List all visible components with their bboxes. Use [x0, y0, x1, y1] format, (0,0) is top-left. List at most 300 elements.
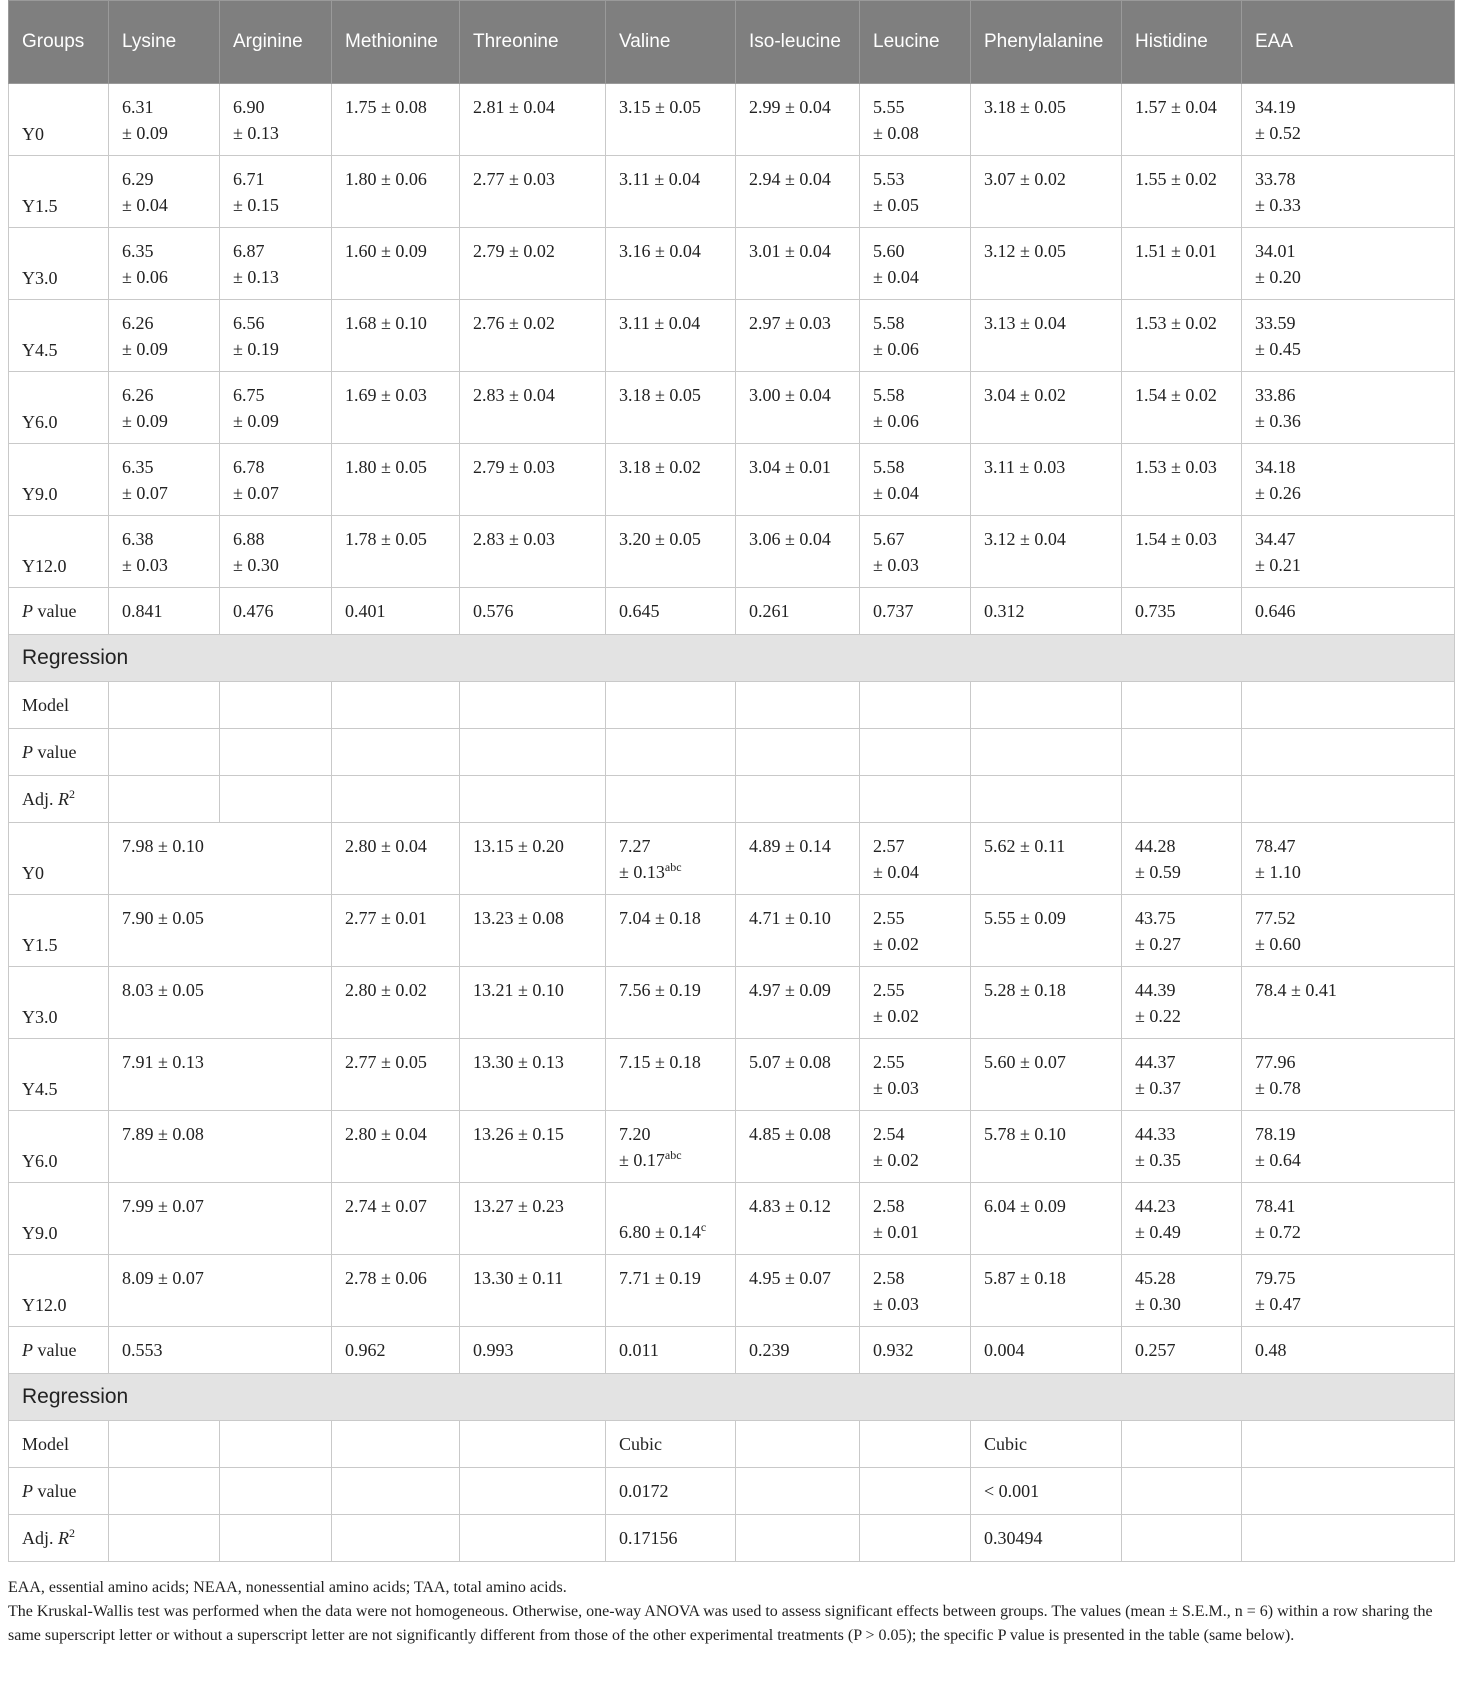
p-italic: P — [22, 742, 33, 762]
sem-text: ± 0.26 — [1255, 483, 1301, 503]
amino-acid-table — [8, 0, 1455, 1562]
value-cell — [736, 895, 860, 967]
regression-value — [860, 1421, 971, 1468]
value-line: 5.87 ± 0.18 — [984, 1268, 1066, 1288]
value-line: 7.15 ± 0.18 — [619, 1052, 701, 1072]
value-line: 3.18 ± 0.05 — [619, 385, 701, 405]
sem-text: ± 0.07 — [233, 483, 279, 503]
regression-value — [606, 729, 736, 776]
value-cell — [332, 300, 460, 372]
group-cell: Y4.5 — [9, 300, 109, 372]
sem-text: ± 0.07 — [122, 483, 168, 503]
value-line — [873, 1147, 957, 1173]
regression-value — [736, 1468, 860, 1515]
p-value-cell: 0.737 — [860, 588, 971, 635]
regression-value — [1242, 1515, 1455, 1562]
value-cell — [971, 84, 1122, 156]
header-arginine: Arginine — [220, 1, 332, 84]
value-cell — [1242, 1255, 1455, 1327]
r-italic: R — [58, 1528, 69, 1548]
value-line — [1255, 1075, 1441, 1101]
value-line: 7.27 — [619, 836, 651, 856]
value-line: 5.07 ± 0.08 — [749, 1052, 831, 1072]
value-line — [1255, 408, 1441, 434]
value-cell — [971, 967, 1122, 1039]
value-cell — [606, 967, 736, 1039]
value-cell — [1242, 84, 1455, 156]
value-cell — [460, 1255, 606, 1327]
value-cell — [109, 1039, 332, 1111]
value-line: 6.35 — [122, 241, 154, 261]
value-line — [1255, 931, 1441, 957]
regression-value — [736, 1421, 860, 1468]
value-line — [873, 1219, 957, 1245]
sem-text: ± 0.02 — [873, 1006, 919, 1026]
sem-text: ± 0.17 — [619, 1150, 665, 1170]
value-line: 34.01 — [1255, 241, 1296, 261]
p-value-label: P value — [9, 1327, 109, 1374]
value-line: 34.18 — [1255, 457, 1296, 477]
value-cell — [1242, 1183, 1455, 1255]
value-cell — [971, 895, 1122, 967]
regression-value — [220, 1468, 332, 1515]
value-line — [1255, 120, 1441, 146]
value-line: 3.06 ± 0.04 — [749, 529, 831, 549]
value-cell — [860, 1039, 971, 1111]
p-value-cell: 0.476 — [220, 588, 332, 635]
value-line: 44.39 — [1135, 980, 1176, 1000]
value-line: 44.33 — [1135, 1124, 1176, 1144]
value-line: 13.27 ± 0.23 — [473, 1196, 564, 1216]
value-cell — [109, 156, 220, 228]
value-cell — [606, 1183, 736, 1255]
value-line: 1.80 ± 0.05 — [345, 457, 427, 477]
value-line: 1.54 ± 0.02 — [1135, 385, 1217, 405]
sem-text: ± 0.60 — [1255, 934, 1301, 954]
group-cell: Y12.0 — [9, 1255, 109, 1327]
value-cell — [1122, 1039, 1242, 1111]
value-line — [1255, 1291, 1441, 1317]
value-line: 7.98 ± 0.10 — [122, 836, 204, 856]
value-line: 34.47 — [1255, 529, 1296, 549]
value-cell — [109, 1255, 332, 1327]
sem-text: ± 0.04 — [873, 483, 919, 503]
value-line: 2.78 ± 0.06 — [345, 1268, 427, 1288]
sem-text: ± 0.01 — [873, 1222, 919, 1242]
table-row — [9, 372, 1455, 444]
value-line: 33.59 — [1255, 313, 1296, 333]
value-line: 6.56 — [233, 313, 265, 333]
value-cell — [971, 1111, 1122, 1183]
value-line — [1135, 1003, 1228, 1029]
value-cell — [220, 300, 332, 372]
p-value-cell: 0.932 — [860, 1327, 971, 1374]
value-line: 5.58 — [873, 457, 905, 477]
table-row — [9, 156, 1455, 228]
regression-value — [332, 1515, 460, 1562]
value-cell — [736, 1039, 860, 1111]
sem-text: ± 0.09 — [122, 123, 168, 143]
value-cell — [736, 156, 860, 228]
value-line — [1255, 1219, 1441, 1245]
regression-row — [9, 1468, 1455, 1515]
sem-text: ± 0.04 — [873, 267, 919, 287]
value-cell — [1122, 300, 1242, 372]
sem-text: 6.80 ± 0.14 — [619, 1222, 701, 1242]
value-line — [873, 480, 957, 506]
value-cell — [860, 823, 971, 895]
value-cell — [736, 516, 860, 588]
value-cell — [460, 228, 606, 300]
regression-value: 0.30494 — [971, 1515, 1122, 1562]
regression-value — [109, 1468, 220, 1515]
sem-text: ± 0.59 — [1135, 862, 1181, 882]
value-cell — [460, 84, 606, 156]
value-cell — [460, 967, 606, 1039]
value-line — [873, 931, 957, 957]
value-line: 6.26 — [122, 313, 154, 333]
value-line: 4.95 ± 0.07 — [749, 1268, 831, 1288]
value-line: 5.28 ± 0.18 — [984, 980, 1066, 1000]
group-cell: Y0 — [9, 823, 109, 895]
value-line: 4.85 ± 0.08 — [749, 1124, 831, 1144]
value-line: 5.55 — [873, 97, 905, 117]
value-line: 3.18 ± 0.02 — [619, 457, 701, 477]
value-cell — [1122, 1183, 1242, 1255]
value-line — [1255, 1147, 1441, 1173]
value-line: 6.04 ± 0.09 — [984, 1196, 1066, 1216]
value-line: 2.54 — [873, 1124, 905, 1144]
regression-value — [109, 1421, 220, 1468]
value-cell — [460, 444, 606, 516]
value-line: 2.79 ± 0.03 — [473, 457, 555, 477]
value-cell — [606, 516, 736, 588]
value-line: 5.62 ± 0.11 — [984, 836, 1066, 856]
group-cell: Y1.5 — [9, 156, 109, 228]
sem-text: ± 0.52 — [1255, 123, 1301, 143]
regression-value — [860, 776, 971, 823]
regression-value — [332, 729, 460, 776]
r-italic: R — [58, 789, 69, 809]
value-cell — [606, 1255, 736, 1327]
value-cell — [1242, 372, 1455, 444]
value-line: 2.77 ± 0.03 — [473, 169, 555, 189]
value-line: 13.23 ± 0.08 — [473, 908, 564, 928]
value-line: 2.57 — [873, 836, 905, 856]
regression-value: < 0.001 — [971, 1468, 1122, 1515]
value-line: 6.31 — [122, 97, 154, 117]
p-value-cell: 0.735 — [1122, 588, 1242, 635]
sem-text: ± 0.02 — [873, 934, 919, 954]
value-cell — [606, 1111, 736, 1183]
value-line — [233, 192, 318, 218]
regression-row — [9, 729, 1455, 776]
spacer — [619, 1193, 722, 1219]
regression-value — [460, 682, 606, 729]
sem-text: ± 0.78 — [1255, 1078, 1301, 1098]
significance-letter: abc — [664, 860, 682, 874]
header-groups: Groups — [9, 1, 109, 84]
sem-text: ± 0.05 — [873, 195, 919, 215]
table-row — [9, 84, 1455, 156]
regression-value — [109, 682, 220, 729]
table-row — [9, 300, 1455, 372]
value-line: 8.03 ± 0.05 — [122, 980, 204, 1000]
sem-text: ± 0.13 — [619, 862, 665, 882]
table-row — [9, 1255, 1455, 1327]
value-cell — [220, 444, 332, 516]
value-cell — [736, 84, 860, 156]
value-cell — [860, 1111, 971, 1183]
regression-value: Cubic — [971, 1421, 1122, 1468]
regression-value — [220, 729, 332, 776]
table-row — [9, 967, 1455, 1039]
value-cell — [109, 823, 332, 895]
value-line: 13.21 ± 0.10 — [473, 980, 564, 1000]
regression-value — [109, 776, 220, 823]
value-line: 1.75 ± 0.08 — [345, 97, 427, 117]
value-line: 13.26 ± 0.15 — [473, 1124, 564, 1144]
table-row — [9, 1183, 1455, 1255]
value-line: 5.78 ± 0.10 — [984, 1124, 1066, 1144]
regression-title: Regression — [9, 635, 1455, 682]
value-cell — [1122, 84, 1242, 156]
header-lysine: Lysine — [109, 1, 220, 84]
group-cell: Y6.0 — [9, 372, 109, 444]
value-line: 13.15 ± 0.20 — [473, 836, 564, 856]
sem-text: ± 0.33 — [1255, 195, 1301, 215]
value-cell — [109, 84, 220, 156]
p-value-cell: 0.401 — [332, 588, 460, 635]
value-line — [122, 480, 206, 506]
value-line: 7.71 ± 0.19 — [619, 1268, 701, 1288]
sem-text: ± 0.03 — [122, 555, 168, 575]
regression-value: 0.0172 — [606, 1468, 736, 1515]
value-line: 3.12 ± 0.05 — [984, 241, 1066, 261]
value-cell — [1242, 156, 1455, 228]
value-cell — [460, 1183, 606, 1255]
value-line: 6.26 — [122, 385, 154, 405]
value-cell — [332, 1111, 460, 1183]
regression-value — [1122, 776, 1242, 823]
value-line — [122, 408, 206, 434]
value-line — [1135, 1147, 1228, 1173]
sem-text: ± 0.22 — [1135, 1006, 1181, 1026]
regression-label: Adj. $R^2$ — [9, 1515, 109, 1562]
value-line — [873, 552, 957, 578]
value-line: 6.35 — [122, 457, 154, 477]
value-cell — [460, 372, 606, 444]
value-line — [619, 1219, 722, 1245]
value-cell — [220, 516, 332, 588]
value-line: 3.15 ± 0.05 — [619, 97, 701, 117]
regression-value — [1242, 682, 1455, 729]
value-line — [873, 859, 957, 885]
value-cell — [332, 372, 460, 444]
regression-value — [606, 682, 736, 729]
sem-text: ± 0.47 — [1255, 1294, 1301, 1314]
value-cell — [860, 967, 971, 1039]
group-cell: Y9.0 — [9, 444, 109, 516]
value-line — [1255, 552, 1441, 578]
value-line — [1135, 1075, 1228, 1101]
value-line: 34.19 — [1255, 97, 1296, 117]
value-line — [873, 192, 957, 218]
p-value-cell: 0.553 — [109, 1327, 332, 1374]
value-cell — [109, 372, 220, 444]
value-cell — [606, 84, 736, 156]
value-line: 2.74 ± 0.07 — [345, 1196, 427, 1216]
significance-letter: abc — [664, 1148, 682, 1162]
value-line — [1255, 192, 1441, 218]
value-line — [1135, 859, 1228, 885]
regression-value — [109, 729, 220, 776]
value-line: 3.01 ± 0.04 — [749, 241, 831, 261]
header-threonine: Threonine — [460, 1, 606, 84]
value-line — [233, 336, 318, 362]
value-cell — [736, 1255, 860, 1327]
value-cell — [460, 823, 606, 895]
value-line: 78.41 — [1255, 1196, 1296, 1216]
table-header — [9, 1, 1455, 84]
value-cell — [971, 1039, 1122, 1111]
value-cell — [606, 156, 736, 228]
sem-text: ± 0.72 — [1255, 1222, 1301, 1242]
regression-value: Cubic — [606, 1421, 736, 1468]
footnote-abbreviations: EAA, essential amino acids; NEAA, nonessential amino acids; TAA, total amino acids. — [8, 1579, 567, 1596]
p-value-cell: 0.993 — [460, 1327, 606, 1374]
value-line: 1.80 ± 0.06 — [345, 169, 427, 189]
value-cell — [332, 1039, 460, 1111]
value-line: 4.97 ± 0.09 — [749, 980, 831, 1000]
value-line — [619, 1147, 722, 1173]
value-line: 2.76 ± 0.02 — [473, 313, 555, 333]
value-cell — [1122, 372, 1242, 444]
value-cell — [736, 444, 860, 516]
value-cell — [606, 372, 736, 444]
sem-text: ± 0.13 — [233, 123, 279, 143]
regression-value — [1242, 1468, 1455, 1515]
value-line: 44.28 — [1135, 836, 1176, 856]
sem-text: ± 0.04 — [873, 862, 919, 882]
value-cell — [1242, 1039, 1455, 1111]
value-cell — [332, 84, 460, 156]
value-line: 7.04 ± 0.18 — [619, 908, 701, 928]
value-line: 2.79 ± 0.02 — [473, 241, 555, 261]
value-cell — [606, 823, 736, 895]
value-line: 7.91 ± 0.13 — [122, 1052, 204, 1072]
value-line — [1135, 1291, 1228, 1317]
value-cell — [332, 1255, 460, 1327]
p-value-cell: 0.645 — [606, 588, 736, 635]
group-cell: Y4.5 — [9, 1039, 109, 1111]
table-footnotes — [8, 1576, 1454, 1648]
value-cell — [860, 1255, 971, 1327]
group-cell: Y6.0 — [9, 1111, 109, 1183]
value-line: 4.83 ± 0.12 — [749, 1196, 831, 1216]
regression-label: P value — [9, 1468, 109, 1515]
regression-value — [332, 1468, 460, 1515]
value-cell — [971, 1255, 1122, 1327]
sem-text: ± 0.19 — [233, 339, 279, 359]
table-row — [9, 516, 1455, 588]
value-line: 13.30 ± 0.13 — [473, 1052, 564, 1072]
value-line: 6.71 — [233, 169, 265, 189]
value-line: 2.55 — [873, 980, 905, 1000]
regression-value — [1242, 729, 1455, 776]
value-cell — [332, 516, 460, 588]
header-methionine: Methionine — [332, 1, 460, 84]
p-value-cell: 0.257 — [1122, 1327, 1242, 1374]
regression-value — [1122, 1421, 1242, 1468]
regression-value — [460, 1421, 606, 1468]
value-cell — [1242, 967, 1455, 1039]
value-cell — [109, 444, 220, 516]
sem-text: ± 0.20 — [1255, 267, 1301, 287]
sem-text: ± 0.09 — [122, 411, 168, 431]
sem-text: ± 0.09 — [233, 411, 279, 431]
regression-value — [1122, 1515, 1242, 1562]
p-value-cell: 0.312 — [971, 588, 1122, 635]
sem-text: ± 0.02 — [873, 1150, 919, 1170]
regression-value — [460, 776, 606, 823]
value-cell — [109, 1111, 332, 1183]
value-cell — [1122, 156, 1242, 228]
sem-text: ± 0.37 — [1135, 1078, 1181, 1098]
value-line: 2.83 ± 0.03 — [473, 529, 555, 549]
value-line: 1.51 ± 0.01 — [1135, 241, 1217, 261]
table-row — [9, 1039, 1455, 1111]
value-cell — [971, 156, 1122, 228]
sem-text: ± 0.35 — [1135, 1150, 1181, 1170]
value-cell — [460, 1111, 606, 1183]
value-line: 1.53 ± 0.02 — [1135, 313, 1217, 333]
value-line: 45.28 — [1135, 1268, 1176, 1288]
value-line — [1255, 480, 1441, 506]
value-cell — [220, 228, 332, 300]
value-line: 33.78 — [1255, 169, 1296, 189]
value-cell — [109, 300, 220, 372]
header-isoleucine: Iso-leucine — [736, 1, 860, 84]
regression-value — [332, 776, 460, 823]
sem-text: ± 0.03 — [873, 1078, 919, 1098]
value-line: 78.19 — [1255, 1124, 1296, 1144]
value-line: 7.99 ± 0.07 — [122, 1196, 204, 1216]
sem-text: ± 0.27 — [1135, 934, 1181, 954]
value-line: 6.75 — [233, 385, 265, 405]
p-value-cell: 0.261 — [736, 588, 860, 635]
group-cell: Y0 — [9, 84, 109, 156]
value-cell — [860, 1183, 971, 1255]
value-cell — [860, 228, 971, 300]
sem-text: ± 0.08 — [873, 123, 919, 143]
value-cell — [332, 895, 460, 967]
regression-value — [606, 776, 736, 823]
value-cell — [220, 156, 332, 228]
value-line: 4.89 ± 0.14 — [749, 836, 831, 856]
value-cell — [860, 444, 971, 516]
value-cell — [460, 895, 606, 967]
value-line: 2.58 — [873, 1196, 905, 1216]
value-cell — [606, 1039, 736, 1111]
sem-text: ± 0.30 — [233, 555, 279, 575]
group-cell: Y1.5 — [9, 895, 109, 967]
value-line: 43.75 — [1135, 908, 1176, 928]
value-line: 3.16 ± 0.04 — [619, 241, 701, 261]
value-line: 3.18 ± 0.05 — [984, 97, 1066, 117]
value-line: 5.58 — [873, 385, 905, 405]
value-cell — [1242, 823, 1455, 895]
